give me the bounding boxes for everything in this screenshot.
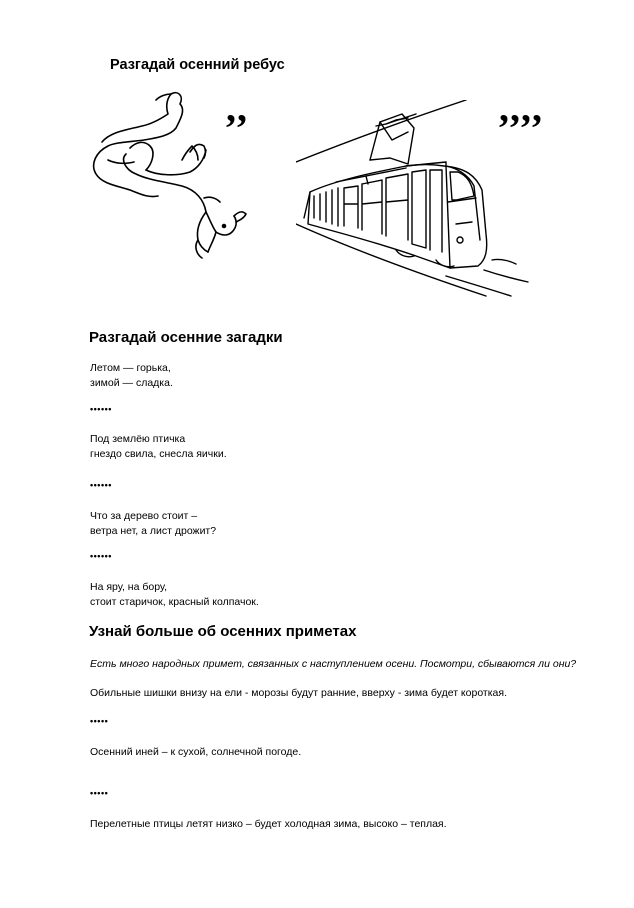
riddle-2: Под землёю птичка гнездо свила, снесла яички. [90,433,227,460]
rebus-commas-left: ,, [226,85,248,130]
sign-1: Обильные шишки внизу на ели - морозы будут ранние, вверху - зима будет короткая. [90,687,508,699]
riddle-3: Что за дерево стоит – ветра нет, а лист дрожит? [90,510,217,537]
riddle-separator-2: •••••• [90,480,112,490]
sign-separator-2: ••••• [90,788,109,798]
sign-2: Осенний иней – к сухой, солнечной погоде. [90,746,302,758]
sign-separator-1: ••••• [90,716,109,726]
riddle-1: Летом — горька, зимой — сладка. [90,362,173,389]
signs-title: Узнай больше об осенних приметах [89,623,357,640]
riddle-separator-3: •••••• [90,551,112,561]
riddles-title: Разгадай осенние загадки [89,329,283,346]
tram-illustration [296,100,536,310]
riddle-4: На яру, на бору, стоит старичок, красный колпачок. [90,581,259,608]
rebus-title: Разгадай осенний ребус [110,57,285,73]
riddle-separator-1: •••••• [90,404,112,414]
sign-3: Перелетные птицы летят низко – будет холодная зима, высоко – теплая. [90,818,447,830]
rebus-commas-right: ,,,, [499,85,543,130]
signs-intro: Есть много народных примет, связанных с наступлением осени. Посмотри, сбываются ли они? [90,658,577,670]
